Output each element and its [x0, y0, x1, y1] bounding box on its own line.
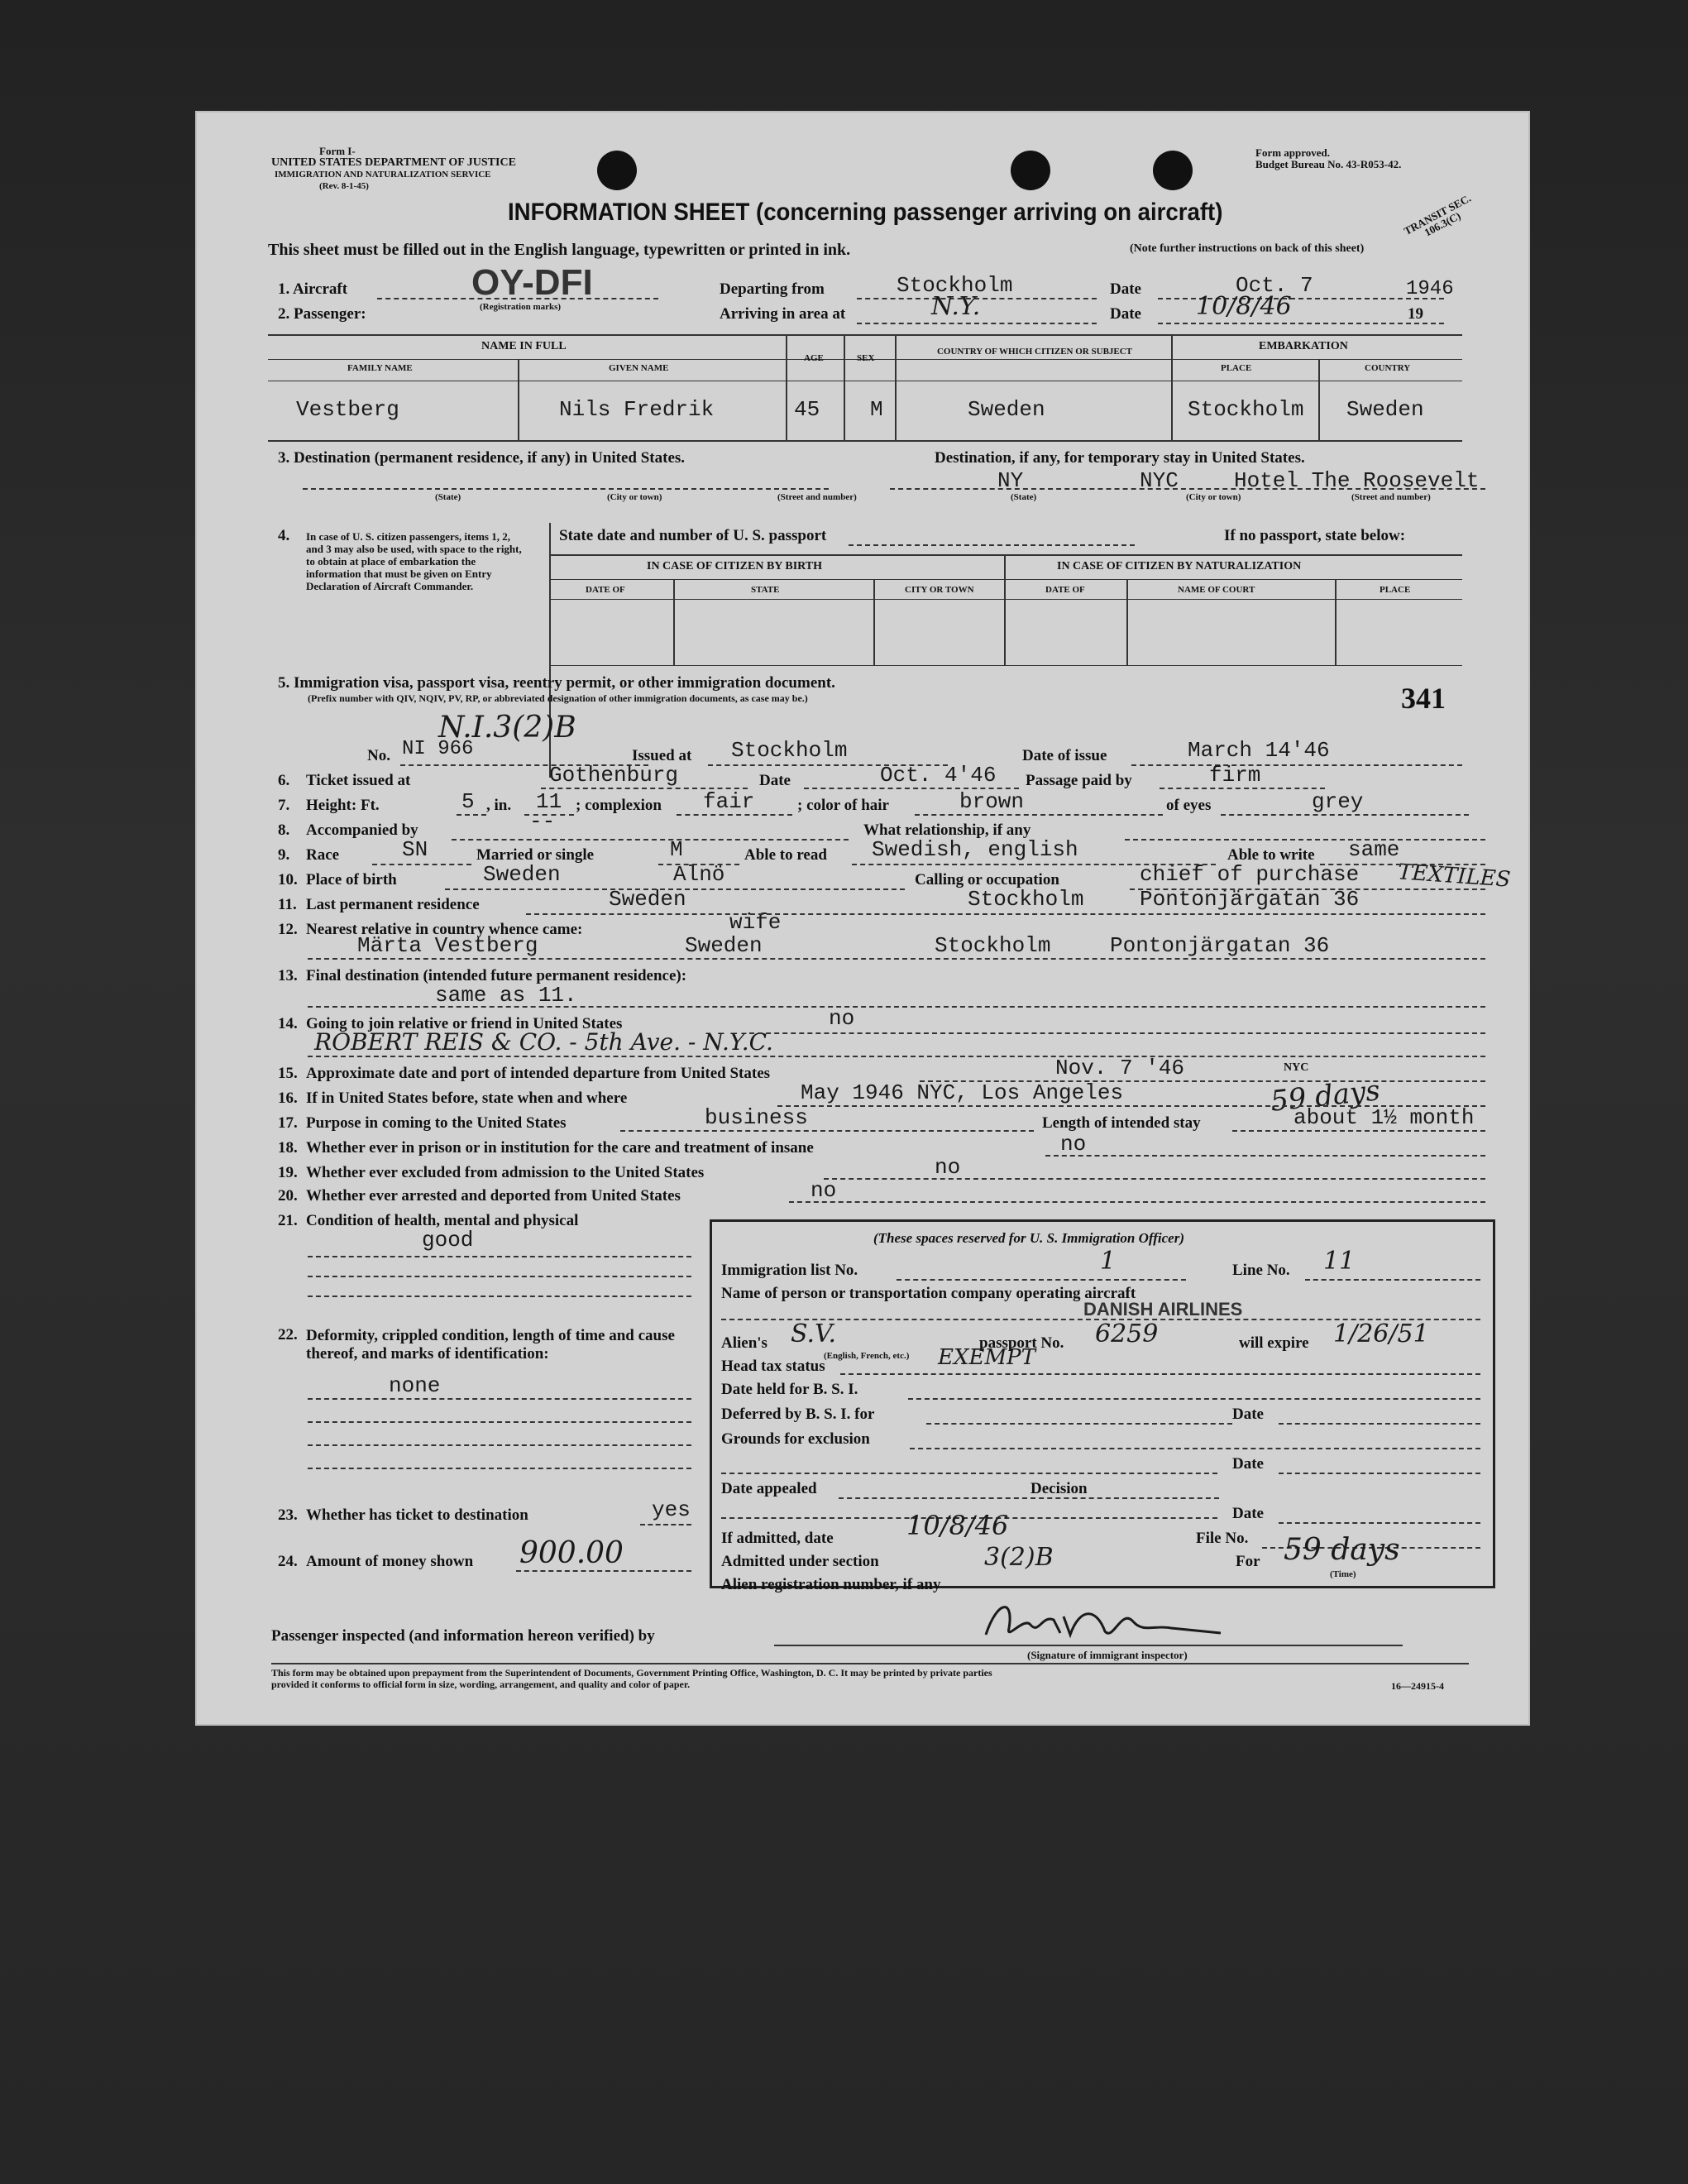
- date-of-issue-value: March 14'46: [1188, 738, 1330, 763]
- relative-name: Märta Vestberg: [357, 933, 538, 958]
- col-state: STATE: [751, 585, 780, 595]
- final-destination-label: Final destination (intended future permanent residence):: [306, 967, 687, 984]
- fine-print-1: This form may be obtained upon prepayment from the Superintendent of Documents, Government Printing Office, Washington, D. C. It may be printed by private parties: [271, 1667, 992, 1679]
- length-of-stay: about 1½ month: [1293, 1105, 1475, 1130]
- passport-no-value: 6259: [1095, 1320, 1159, 1348]
- item8-number: 8.: [278, 821, 290, 839]
- race: SN: [402, 837, 428, 862]
- date-label: Date: [1110, 280, 1141, 298]
- company-stamp: DANISH AIRLINES: [1083, 1299, 1243, 1320]
- read-label: Able to read: [744, 846, 827, 864]
- deformity-label: Deformity, crippled condition, length of time and cause thereof, and marks of identification:: [306, 1327, 675, 1363]
- item7-number: 7.: [278, 797, 290, 814]
- race-label: Race: [306, 846, 340, 864]
- birthplace-label: Place of birth: [306, 871, 397, 888]
- decision-date-label: Date: [1232, 1505, 1264, 1522]
- transit-stamp: TRANSIT SEC. 106.3(C): [1401, 191, 1473, 239]
- family-name-header: FAMILY NAME: [347, 363, 413, 373]
- date-of-issue-label: Date of issue: [1022, 747, 1107, 764]
- embark-place: Stockholm: [1188, 397, 1304, 422]
- arriving-label: Arriving in area at: [720, 305, 846, 323]
- naturalization-header: IN CASE OF CITIZEN BY NATURALIZATION: [1057, 560, 1302, 572]
- hair-label: ; color of hair: [797, 797, 889, 814]
- embark-country: Sweden: [1346, 397, 1424, 422]
- final-destination: same as 11.: [435, 983, 577, 1008]
- item6-number: 6.: [278, 772, 290, 789]
- item16-number: 16.: [278, 1090, 298, 1107]
- approval-line: Form approved.: [1255, 146, 1331, 159]
- birth-header: IN CASE OF CITIZEN BY BIRTH: [647, 560, 823, 572]
- passenger-label: 2. Passenger:: [278, 305, 366, 323]
- city-caption: (City or town): [607, 492, 662, 502]
- revision: (Rev. 8-1-45): [319, 181, 369, 191]
- line-no-value: 11: [1323, 1247, 1356, 1276]
- item14-number: 14.: [278, 1015, 298, 1032]
- length-stay-label: Length of intended stay: [1042, 1114, 1201, 1132]
- height-feet: 5: [461, 789, 475, 814]
- item13-number: 13.: [278, 967, 298, 984]
- family-name: Vestberg: [296, 397, 399, 422]
- item12-number: 12.: [278, 921, 298, 938]
- print-code: 16—24915-4: [1391, 1680, 1444, 1692]
- eyes-label: of eyes: [1166, 797, 1212, 814]
- friend-address: ROBERT REIS & CO. - 5th Ave. - N.Y.C.: [314, 1028, 773, 1056]
- arrival-year-prefix: 19: [1408, 305, 1423, 323]
- marital-status: M: [670, 837, 683, 862]
- item19-number: 19.: [278, 1164, 298, 1181]
- visa-no-label: No.: [367, 747, 390, 764]
- grounds-label: Grounds for exclusion: [721, 1430, 870, 1448]
- last-residence-country: Sweden: [609, 887, 686, 912]
- item3-temp-label: Destination, if any, for temporary stay in United States.: [935, 449, 1305, 467]
- department-name: UNITED STATES DEPARTMENT OF JUSTICE: [271, 156, 516, 169]
- ticket-date-label: Date: [759, 772, 791, 789]
- aliens-caption: (English, French, etc.): [824, 1351, 910, 1361]
- inspector-signature: [981, 1592, 1237, 1650]
- departure-year: 1946: [1406, 278, 1454, 300]
- visa-handwritten: N.I.3(2)B: [438, 711, 576, 745]
- write-label: Able to write: [1227, 846, 1315, 864]
- aircraft-registration-stamp: OY-DFI: [471, 262, 593, 303]
- name-in-full-header: NAME IN FULL: [481, 340, 567, 352]
- married-label: Married or single: [476, 846, 595, 864]
- passage-paid-label: Passage paid by: [1026, 772, 1132, 789]
- purpose-label: Purpose in coming to the United States: [306, 1114, 567, 1132]
- embarkation-header: EMBARKATION: [1259, 340, 1348, 352]
- item17-number: 17.: [278, 1114, 298, 1132]
- ticket-issued-at: Gothenburg: [549, 763, 679, 788]
- street-caption: (Street and number): [777, 492, 857, 502]
- col-city-or-town: CITY OR TOWN: [905, 585, 974, 595]
- item15-number: 15.: [278, 1065, 298, 1082]
- ticket-date: Oct. 4'46: [880, 763, 997, 788]
- passport-no-label: passport No.: [979, 1334, 1064, 1352]
- arrival-date: 10/8/46: [1196, 292, 1292, 321]
- col-name-of-court: NAME OF COURT: [1178, 585, 1255, 595]
- item20-number: 20.: [278, 1187, 298, 1205]
- last-residence-street: Pontonjärgatan 36: [1140, 887, 1360, 912]
- accompanied-value: --: [529, 809, 556, 834]
- officer-box-title: (These spaces reserved for U. S. Immigration Officer): [873, 1230, 1185, 1246]
- col-date-of: DATE OF: [586, 585, 625, 595]
- money-label: Amount of money shown: [306, 1553, 474, 1570]
- complexion-label: ; complexion: [576, 797, 662, 814]
- age-header: AGE: [804, 353, 824, 363]
- for-value: 59 days: [1284, 1533, 1400, 1567]
- prison-label: Whether ever in prison or in institution for the care and treatment of insane: [306, 1139, 814, 1157]
- form-subtitle: This sheet must be filled out in the English language, typewritten or printed in ink.: [268, 241, 851, 259]
- passage-paid-by: firm: [1209, 763, 1261, 788]
- punch-hole: [1011, 151, 1050, 190]
- state-caption-2: (State): [1011, 492, 1037, 502]
- state-caption: (State): [435, 492, 461, 502]
- company-label: Name of person or transportation company operating aircraft: [721, 1285, 1136, 1302]
- citizenship: Sweden: [968, 397, 1045, 422]
- eye-color: grey: [1312, 789, 1364, 814]
- registration-caption: (Registration marks): [480, 302, 562, 312]
- us-passport-label: State date and number of U. S. passport: [559, 527, 827, 544]
- issued-at-label: Issued at: [632, 747, 692, 764]
- head-tax-value: EXEMPT: [938, 1345, 1035, 1370]
- departing-label: Departing from: [720, 280, 825, 298]
- item10-number: 10.: [278, 871, 298, 888]
- previous-visit-label: If in United States before, state when and where: [306, 1090, 628, 1107]
- prison-value: no: [1060, 1132, 1087, 1157]
- reads: Swedish, english: [872, 837, 1078, 862]
- item3-label: 3. Destination (permanent residence, if any) in United States.: [278, 449, 686, 467]
- issued-at-value: Stockholm: [731, 738, 848, 763]
- departure-port: NYC: [1284, 1061, 1309, 1074]
- height-label: Height: Ft.: [306, 797, 380, 814]
- embark-place-header: PLACE: [1221, 363, 1252, 373]
- information-sheet: [195, 111, 1530, 1726]
- immigration-list-value: 1: [1100, 1247, 1117, 1276]
- head-tax-label: Head tax status: [721, 1358, 825, 1375]
- join-relative-label: Going to join relative or friend in United States: [306, 1015, 623, 1032]
- item18-number: 18.: [278, 1139, 298, 1157]
- occupation-label: Calling or occupation: [915, 871, 1059, 888]
- accompanied-label: Accompanied by: [306, 821, 418, 839]
- decision-label: Decision: [1030, 1480, 1088, 1497]
- deferred-date-label: Date: [1232, 1406, 1264, 1423]
- admitted-date-value: 10/8/46: [906, 1510, 1009, 1541]
- birth-town: Alnö: [673, 862, 725, 887]
- temp-state: NY: [997, 468, 1024, 493]
- sex-header: SEX: [857, 353, 875, 363]
- inches-label: , in.: [486, 797, 512, 814]
- aliens-value: S.V.: [791, 1320, 836, 1348]
- item5-label: 5. Immigration visa, passport visa, reentry permit, or other immigration document.: [278, 674, 835, 692]
- health-value: good: [422, 1228, 474, 1252]
- instructions-note: (Note further instructions on back of this sheet): [1130, 242, 1365, 255]
- expire-value: 1/26/51: [1333, 1320, 1429, 1348]
- item6-label: Ticket issued at: [306, 772, 411, 789]
- join-relative: no: [829, 1006, 855, 1031]
- col-place: PLACE: [1380, 585, 1411, 595]
- alien-reg-label: Alien registration number, if any: [721, 1576, 941, 1593]
- budget-bureau: Budget Bureau No. 43-R053-42.: [1255, 158, 1402, 170]
- visa-number: NI 966: [402, 738, 474, 760]
- punch-hole: [1153, 151, 1193, 190]
- relative-city: Stockholm: [935, 933, 1051, 958]
- relative-relationship: wife: [729, 910, 782, 935]
- birth-country: Sweden: [483, 862, 561, 887]
- file-no-label: File No.: [1196, 1530, 1249, 1547]
- inspected-label: Passenger inspected (and information hereon verified) by: [271, 1627, 655, 1645]
- admitted-section-label: Admitted under section: [721, 1553, 879, 1570]
- sex: M: [870, 397, 883, 422]
- time-caption: (Time): [1330, 1569, 1356, 1579]
- relationship-label: What relationship, if any: [863, 821, 1031, 839]
- deferred-label: Deferred by B. S. I. for: [721, 1406, 875, 1423]
- occupation-annotation: TEXTILES: [1397, 860, 1512, 893]
- form-number: Form I-: [319, 145, 356, 157]
- given-name-header: GIVEN NAME: [609, 363, 669, 373]
- temp-city: NYC: [1140, 468, 1179, 493]
- arriving-value: N.Y.: [931, 292, 981, 321]
- signature-caption: (Signature of immigrant inspector): [1027, 1649, 1188, 1661]
- last-residence-city: Stockholm: [968, 887, 1084, 912]
- given-name: Nils Fredrik: [559, 397, 715, 422]
- departure-date: Nov. 7 '46: [1055, 1056, 1185, 1080]
- item22-number: 22.: [278, 1326, 298, 1343]
- city-caption-2: (City or town): [1186, 492, 1241, 502]
- aircraft-label: 1. Aircraft: [278, 280, 348, 298]
- excluded-label: Whether ever excluded from admission to the United States: [306, 1164, 705, 1181]
- health-label: Condition of health, mental and physical: [306, 1212, 579, 1229]
- item9-number: 9.: [278, 846, 290, 864]
- occupation: chief of purchase: [1140, 862, 1360, 887]
- line-no-label: Line No.: [1232, 1262, 1290, 1279]
- deformity-value: none: [389, 1373, 441, 1398]
- money-value: 900.00: [519, 1536, 624, 1570]
- departure-label: Approximate date and port of intended departure from United States: [306, 1065, 771, 1082]
- writes: same: [1348, 837, 1400, 862]
- expire-label: will expire: [1239, 1334, 1309, 1352]
- last-residence-label: Last permanent residence: [306, 896, 480, 913]
- embark-country-header: COUNTRY: [1365, 363, 1411, 373]
- nearest-relative-label: Nearest relative in country whence came:: [306, 921, 583, 938]
- aliens-label: Alien's: [721, 1334, 767, 1352]
- street-caption-2: (Street and number): [1351, 492, 1431, 502]
- admitted-section-value: 3(2)B: [984, 1543, 1054, 1572]
- service-name: IMMIGRATION AND NATURALIZATION SERVICE: [275, 170, 491, 180]
- ticket-destination: yes: [652, 1497, 691, 1522]
- purpose: business: [705, 1105, 808, 1130]
- age: 45: [794, 397, 820, 422]
- item23-number: 23.: [278, 1506, 298, 1524]
- ticket-destination-label: Whether has ticket to destination: [306, 1506, 528, 1524]
- item4-number: 4.: [278, 527, 290, 544]
- item5-sub: (Prefix number with QIV, NQIV, PV, RP, or abbreviated designation of other immigration documents, as case may be.): [308, 692, 808, 704]
- for-label: For: [1236, 1553, 1260, 1570]
- item21-number: 21.: [278, 1212, 298, 1229]
- form-title: INFORMATION SHEET (concerning passenger arriving on aircraft): [508, 199, 1223, 226]
- height-inches: 11: [536, 789, 562, 814]
- date-label-2: Date: [1110, 305, 1141, 323]
- exclusion-date-label: Date: [1232, 1455, 1264, 1473]
- temp-street: Hotel The Roosevelt: [1234, 468, 1480, 493]
- stay-annotation: 59 days: [1269, 1074, 1382, 1118]
- excluded-value: no: [935, 1155, 961, 1180]
- admitted-date-label: If admitted, date: [721, 1530, 834, 1547]
- complexion: fair: [703, 789, 755, 814]
- immigration-list-label: Immigration list No.: [721, 1262, 858, 1279]
- relative-street: Pontonjärgatan 36: [1110, 933, 1330, 958]
- departure-date: Oct. 7: [1236, 273, 1313, 298]
- item4-note: In case of U. S. citizen passengers, items 1, 2, and 3 may also be used, with space to the right, to obtain at place of embarkation the information that must be given on Entry Declaration of Aircraft Commander.: [306, 530, 522, 592]
- item11-number: 11.: [278, 896, 297, 913]
- col-date-of-2: DATE OF: [1045, 585, 1085, 595]
- fine-print-2: provided it conforms to official form in size, wording, arrangement, and quality and color of paper.: [271, 1679, 691, 1690]
- relative-country: Sweden: [685, 933, 763, 958]
- departing-value: Stockholm: [897, 273, 1013, 298]
- bsi-held-label: Date held for B. S. I.: [721, 1381, 858, 1398]
- previous-visit: May 1946 NYC, Los Angeles: [801, 1080, 1124, 1105]
- deported-value: no: [811, 1178, 837, 1203]
- page-number: 341: [1401, 682, 1446, 715]
- hair-color: brown: [959, 789, 1025, 814]
- citizen-country-header: COUNTRY OF WHICH CITIZEN OR SUBJECT: [936, 347, 1133, 357]
- punch-hole: [597, 151, 637, 190]
- date-appealed-label: Date appealed: [721, 1480, 817, 1497]
- deported-label: Whether ever arrested and deported from United States: [306, 1187, 681, 1205]
- no-passport-label: If no passport, state below:: [1224, 527, 1406, 544]
- item24-number: 24.: [278, 1553, 298, 1570]
